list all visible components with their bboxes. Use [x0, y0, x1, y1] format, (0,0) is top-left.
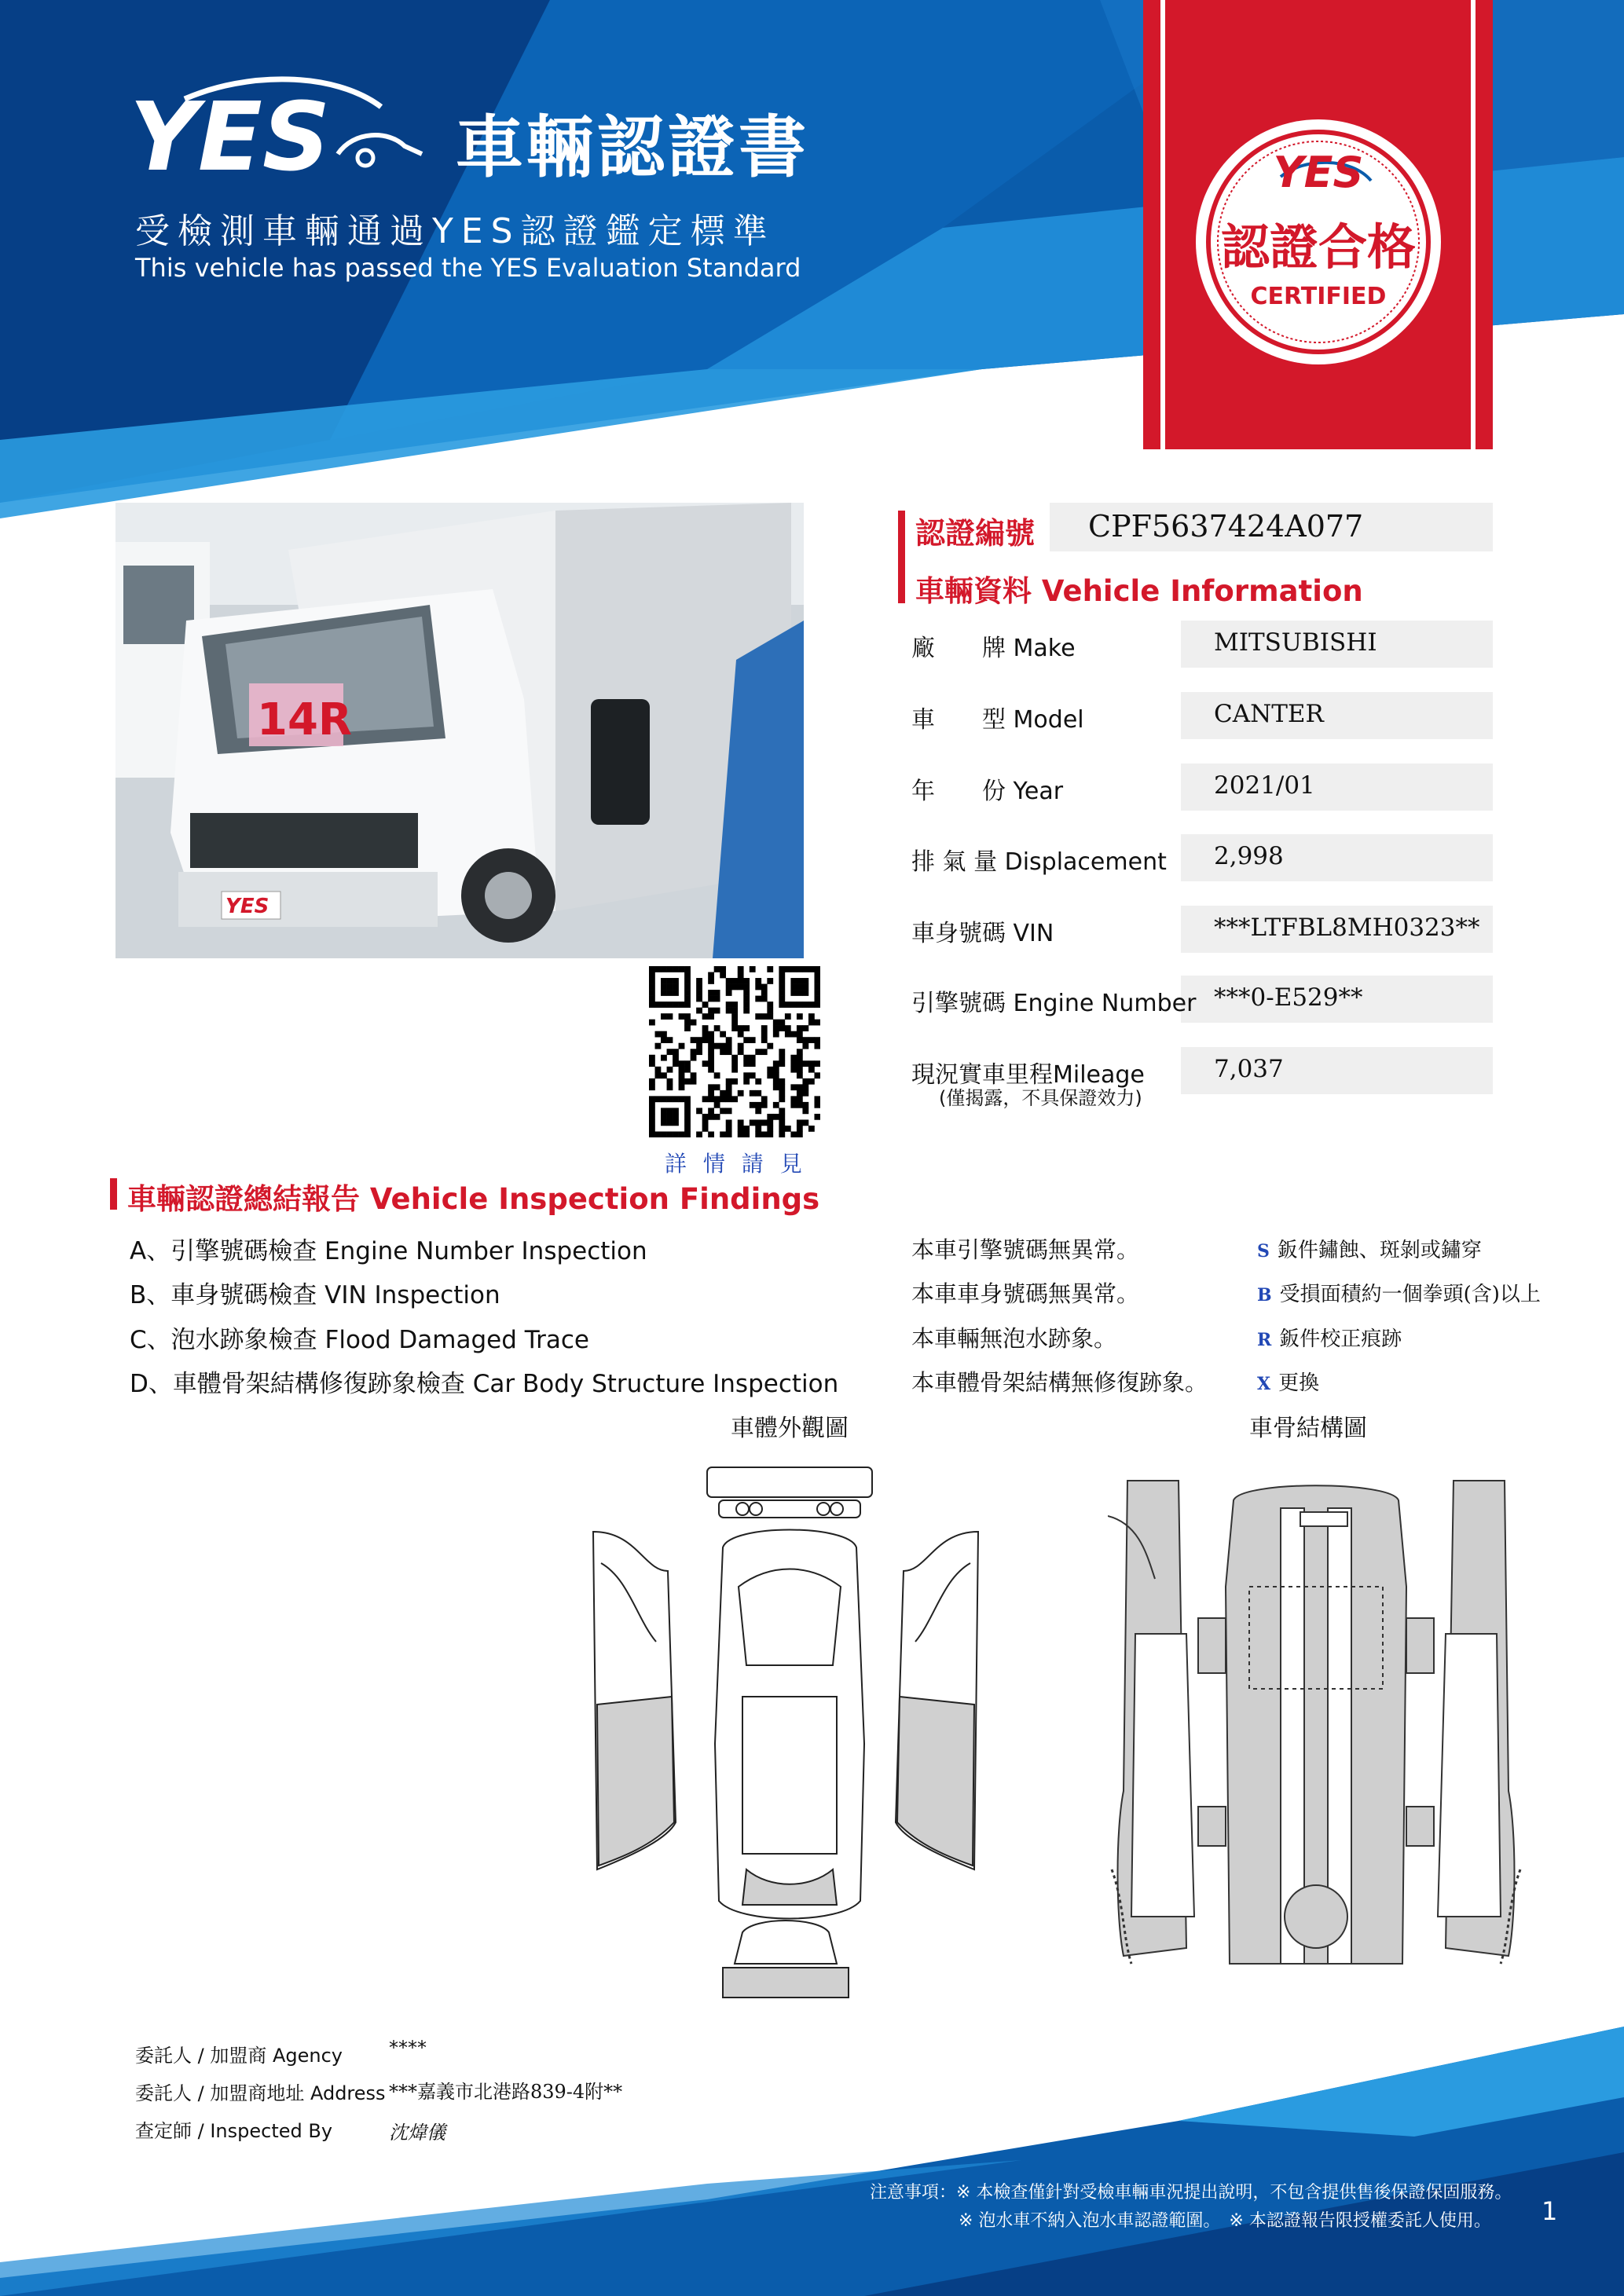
qr-code[interactable]: [649, 966, 820, 1137]
info-value: ***0-E529**: [1214, 983, 1363, 1012]
legend-key: S: [1257, 1241, 1270, 1262]
windshield-sign: 14R: [257, 694, 353, 745]
plate-badge: YES: [225, 895, 269, 918]
info-label: 排 氣 量 Displacement: [911, 848, 1167, 876]
header-subtitle-en: This vehicle has passed the YES Evaluation Standard: [135, 253, 801, 283]
legend-key: B: [1257, 1285, 1272, 1305]
info-value: CANTER: [1214, 700, 1324, 728]
structure-diagram: [1108, 1477, 1524, 1979]
footer-background: [0, 2027, 1624, 2296]
agency-value: ****: [389, 2037, 427, 2059]
finding-result: 本車車身號碼無異常。: [911, 1280, 1140, 1307]
findings-bar: [110, 1178, 117, 1210]
legend-item: [1257, 1278, 1541, 1307]
legend-text: 鈑件鏽蝕、斑剝或鏽穿: [1277, 1239, 1482, 1262]
info-value: MITSUBISHI: [1214, 628, 1377, 657]
legend-text: 更換: [1278, 1371, 1320, 1395]
mileage-note: (僅揭露，不具保證效力): [939, 1087, 1142, 1109]
cert-number-bar: [898, 511, 905, 603]
finding-result: 本車引擎號碼無異常。: [911, 1236, 1140, 1263]
exterior-diagram: [581, 1461, 990, 2003]
agency-label: 委託人 / 加盟商 Agency: [135, 2045, 343, 2067]
vehicle-info-title: 車輛資料 Vehicle Information: [915, 574, 1363, 608]
legend-text: 鈑件校正痕跡: [1279, 1327, 1402, 1351]
legend-item: [1257, 1234, 1482, 1263]
yes-logo: [130, 68, 428, 185]
finding-result: 本車輛無泡水跡象。: [911, 1325, 1117, 1352]
info-value: ***LTFBL8MH0323**: [1214, 914, 1480, 942]
info-label: 廠 牌 Make: [911, 635, 1076, 662]
inspector-signature: 沈煒儀: [389, 2122, 445, 2144]
footer-notice-1: 注意事項：※ 本檢查僅針對受檢車輛車況提出說明，不包含提供售後保證保固服務。: [870, 2183, 1512, 2203]
legend-key: R: [1257, 1330, 1272, 1350]
info-value: 7,037: [1214, 1055, 1284, 1083]
info-value: 2,998: [1214, 842, 1284, 870]
finding-label: C、泡水跡象檢查 Flood Damaged Trace: [130, 1326, 589, 1354]
footer-notice-2: ※ 泡水車不納入泡水車認證範圍。 ※ 本認證報告限授權委託人使用。: [959, 2211, 1491, 2231]
legend-item: [1257, 1323, 1402, 1352]
legend-text: 受損面積約一個拳頭(含)以上: [1279, 1283, 1541, 1306]
seal-main-text: 認證合格: [1220, 218, 1416, 276]
legend-item: [1257, 1367, 1319, 1396]
info-value: 2021/01: [1214, 771, 1315, 800]
info-label: 車 型 Model: [911, 706, 1084, 734]
logo-text: YES: [130, 83, 331, 185]
finding-label: D、車體骨架結構修復跡象檢查 Car Body Structure Inspection: [130, 1370, 839, 1398]
qr-caption: 詳 情 請 見: [665, 1151, 807, 1177]
seal-sub-text: CERTIFIED: [1250, 283, 1387, 310]
vehicle-photo: [115, 503, 804, 958]
legend-key: X: [1257, 1374, 1271, 1394]
findings-title: 車輛認證總結報告 Vehicle Inspection Findings: [127, 1182, 820, 1216]
cert-number-value: CPF5637424A077: [1088, 509, 1364, 544]
info-label: 車身號碼 VIN: [911, 920, 1054, 947]
seal-logo-text: YES: [1273, 148, 1364, 197]
header-subtitle-zh: 受檢測車輛通過YES認證鑑定標準: [135, 211, 775, 251]
certified-seal: [1194, 118, 1443, 366]
structure-diagram-title: 車骨結構圖: [1249, 1415, 1367, 1442]
header-title: 車輛認證書: [456, 108, 809, 187]
page-number: 1: [1542, 2196, 1558, 2226]
address-label: 委託人 / 加盟商地址 Address: [135, 2082, 386, 2104]
address-value: ***嘉義市北港路839-4附**: [389, 2081, 623, 2103]
finding-label: A、引擎號碼檢查 Engine Number Inspection: [130, 1237, 647, 1265]
info-label: 現況實車里程Mileage: [911, 1061, 1145, 1089]
cert-number-label: 認證編號: [915, 516, 1036, 551]
finding-result: 本車體骨架結構無修復跡象。: [911, 1369, 1208, 1396]
exterior-diagram-title: 車體外觀圖: [731, 1415, 849, 1442]
finding-label: B、車身號碼檢查 VIN Inspection: [130, 1281, 500, 1309]
inspector-label: 查定師 / Inspected By: [135, 2120, 333, 2142]
info-label: 年 份 Year: [911, 778, 1064, 805]
info-label: 引擎號碼 Engine Number: [911, 990, 1197, 1017]
